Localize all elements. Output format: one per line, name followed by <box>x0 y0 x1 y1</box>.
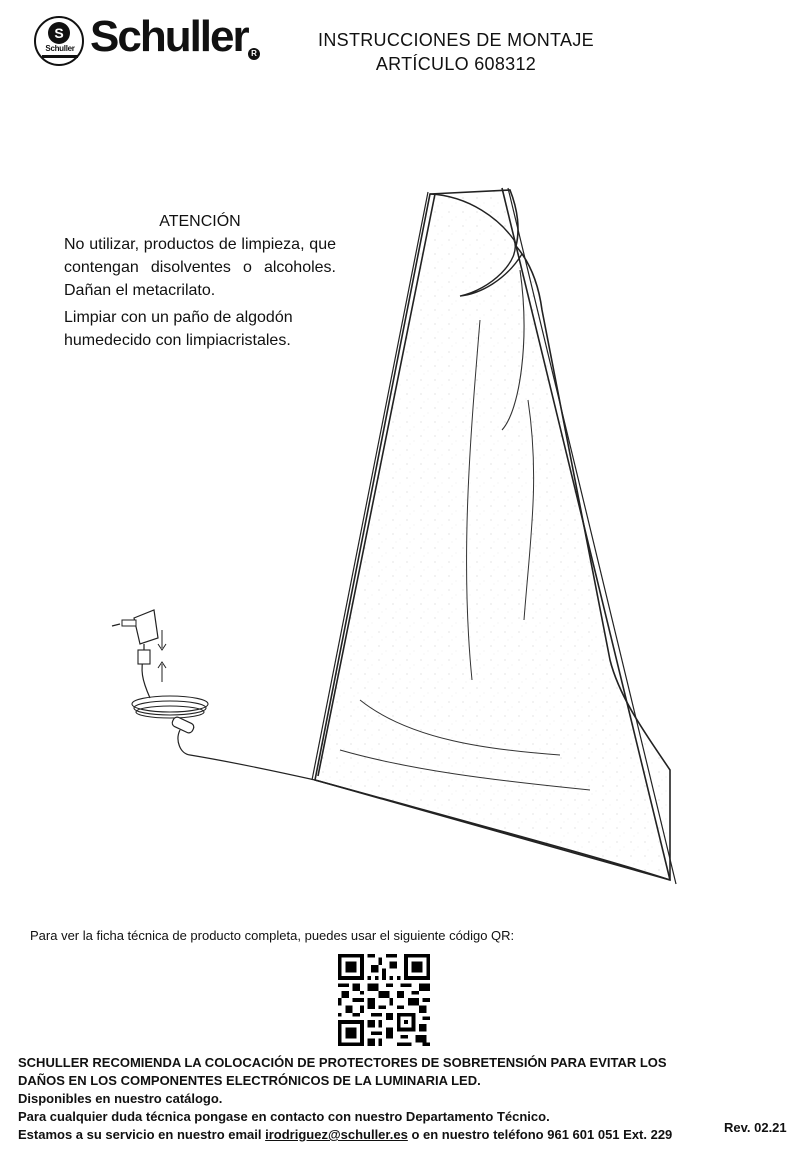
footer-notice <box>18 1054 718 1144</box>
badge-text: Schuller <box>45 44 75 53</box>
footer-line-2: DAÑOS EN LOS COMPONENTES ELECTRÓNICOS DE LA LUMINARIA LED. <box>18 1073 481 1088</box>
footer-line-5 <box>18 1126 718 1144</box>
badge-letter: S <box>48 22 70 44</box>
registered-mark-icon: R <box>248 48 260 60</box>
lamp-body <box>312 188 676 884</box>
document-title <box>296 28 616 76</box>
brand-logo <box>34 14 274 70</box>
footer-line-4: Para cualquier duda técnica pongase en contacto con nuestro Departamento Técnico. <box>18 1109 550 1124</box>
brand-name: Schuller <box>90 12 248 61</box>
attention-title: ATENCIÓN <box>159 213 241 230</box>
lamp-with-power-adapter-icon <box>110 180 690 900</box>
footer-line-1: SCHULLER RECOMIENDA LA COLOCACIÓN DE PROTECTORES DE SOBRETENSIÓN PARA EVITAR LOS <box>18 1055 667 1070</box>
qr-caption: Para ver la ficha técnica de producto completa, puedes usar el siguiente código QR: <box>30 928 515 943</box>
contact-email-link[interactable]: irodriguez@schuller.es <box>265 1127 408 1142</box>
attention-body: No utilizar, productos de limpieza, que contengan disolventes o alcoholes. Dañan el metacrilato. <box>64 236 336 299</box>
revision-label: Rev. 02.21 <box>724 1120 787 1135</box>
brand-badge-icon <box>34 16 84 66</box>
footer-line-3: Disponibles en nuestro catálogo. <box>18 1091 223 1106</box>
contact-phone: o en nuestro teléfono 961 601 051 Ext. 229 <box>407 1127 673 1142</box>
cleaning-instructions: Limpiar con un paño de algodón humedecido con limpiacristales. <box>64 309 293 349</box>
qr-code-icon[interactable] <box>338 954 430 1046</box>
power-cable <box>112 610 315 780</box>
badge-bar <box>42 55 78 58</box>
contact-prefix: Estamos a su servicio en nuestro email <box>18 1127 266 1142</box>
title-line-1: INSTRUCCIONES DE MONTAJE <box>318 30 594 50</box>
title-line-2: ARTÍCULO 608312 <box>375 54 537 74</box>
